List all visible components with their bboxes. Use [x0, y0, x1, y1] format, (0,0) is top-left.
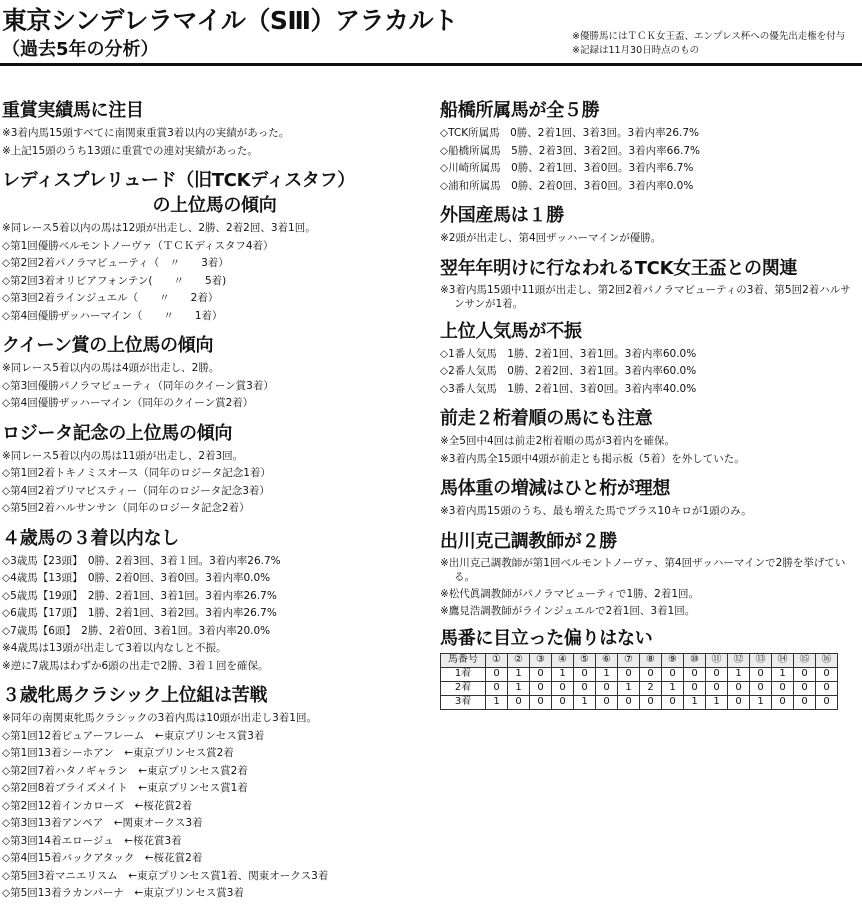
- table-header-cell: ②: [508, 653, 530, 667]
- text-line: ※4歳馬は13頭が出走して3着以内なしと不振。: [2, 642, 227, 654]
- table-cell: 0: [552, 681, 574, 695]
- text-line: ◇第3回2着ラインジュエル（ 〃 2着）: [2, 292, 219, 304]
- text-line: ◇3番人気馬 1勝、2着1回、3着0回。3着内率40.0%: [440, 382, 697, 395]
- text-line: ※3着内馬15頭中11頭が出走し、第2回2着パノラマビューティの3着、第5回2着ハルサンサンが1着。: [440, 283, 851, 310]
- table-header-cell: ⑫: [728, 653, 750, 667]
- text-line: ※出川克己調教師が第1回ベルモントノーヴァ、第4回ザッハーマインで2勝を挙げている。: [440, 556, 846, 583]
- section: [440, 408, 858, 468]
- text-line: ※同レース5着以内の馬は11頭が出走し、2着3回。: [2, 449, 244, 462]
- table-cell: 1: [662, 681, 684, 695]
- text-line: ※上記15頭のうち13頭に重賞での連対実績があった。: [2, 144, 258, 157]
- table-cell: 2: [640, 681, 662, 695]
- text-line: ※3着内馬15頭すべてに南関東重賞3着以内の実績があった。: [2, 127, 290, 139]
- table-header-cell: ⑦: [618, 653, 640, 667]
- text-line: ※全5回中4回は前走2桁着順の馬が3着内を確保。: [440, 435, 676, 447]
- text-line: ◇浦和所属馬 0勝、2着0回、3着0回。3着内率0.0%: [440, 179, 694, 192]
- text-line: ◇第3回優勝パノラマビューティ（同年のクイーン賞3着）: [2, 379, 274, 392]
- page-subtitle: （過去5年の分析）: [2, 39, 159, 60]
- section-heading: 前走２桁着順の馬にも注意: [440, 408, 653, 429]
- table-cell: 0: [596, 695, 618, 709]
- text-line: ◇第4回2着プリマビスティー（同年のロジータ記念3着）: [2, 484, 270, 497]
- table-header-cell: ⑤: [574, 653, 596, 667]
- table-cell: 0: [662, 667, 684, 681]
- section-heading: 馬体重の増減はひと桁が理想: [440, 478, 671, 499]
- text-line: ◇船橋所属馬 5勝、2着3回、3着2回。3着内率66.7%: [440, 144, 701, 157]
- text-line: ◇6歳馬【17頭】 1勝、2着1回、3着2回。3着内率26.7%: [2, 607, 277, 619]
- section: [440, 531, 858, 618]
- table-header-cell: ⑧: [640, 653, 662, 667]
- table-cell: 0: [640, 667, 662, 681]
- section: [2, 100, 427, 160]
- section: [2, 335, 427, 413]
- table-cell: 1: [596, 667, 618, 681]
- table-header-cell: ⑬: [750, 653, 772, 667]
- table-cell: 0: [662, 695, 684, 709]
- table-cell: 0: [486, 667, 508, 681]
- text-line: ※同レース5着以内の馬は4頭が出走し、2勝。: [2, 362, 220, 374]
- text-line: ◇川崎所属馬 0勝、2着1回、3着0回。3着内率6.7%: [440, 162, 694, 174]
- section: [2, 528, 427, 676]
- table-header-cell: ⑥: [596, 653, 618, 667]
- text-line: ◇第5回2着ハルサンサン（同年のロジータ記念2着）: [2, 502, 250, 514]
- text-line: ◇3歳馬【23頭】 0勝、2着3回、3着１回。3着内率26.7%: [2, 554, 281, 567]
- table-cell: 0: [552, 695, 574, 709]
- table-cell: 0: [530, 667, 552, 681]
- section: [2, 423, 427, 518]
- table-header-cell: ③: [530, 653, 552, 667]
- table-cell: 0: [794, 681, 816, 695]
- text-line: ◇第5回13着ラカンパーナ ←東京プリンセス賞3着: [2, 887, 244, 899]
- table-cell: 1: [772, 667, 794, 681]
- section-heading: 馬番に目立った偏りはない: [440, 627, 653, 649]
- table-cell: 0: [530, 695, 552, 709]
- table-row-label: 3着: [441, 695, 486, 709]
- table-header-cell: ⑯: [816, 653, 838, 667]
- table-row-label: 2着: [441, 681, 486, 695]
- gate-number-table: [440, 653, 838, 710]
- table-cell: 0: [684, 681, 706, 695]
- table-cell: 0: [750, 681, 772, 695]
- table-header-cell: ①: [486, 653, 508, 667]
- text-line: ◇第1回2着トキノミスオース（同年のロジータ記念1着）: [2, 467, 271, 479]
- table-row: [441, 695, 838, 709]
- section-heading: ロジータ記念の上位馬の傾向: [2, 422, 233, 444]
- table-row: [441, 667, 838, 681]
- text-line: ◇7歳馬【6頭】 2勝、2着0回、3着1回。3着内率20.0%: [2, 624, 271, 637]
- text-line: ◇第2回2着パノラマビューティ（ 〃 3着）: [2, 257, 229, 269]
- table-cell: 1: [552, 667, 574, 681]
- table-cell: 0: [706, 681, 728, 695]
- table-header-cell: ⑪: [706, 653, 728, 667]
- table-cell: 0: [596, 681, 618, 695]
- table-cell: 0: [794, 667, 816, 681]
- table-cell: 1: [706, 695, 728, 709]
- table-cell: 0: [816, 667, 838, 681]
- table-cell: 0: [794, 695, 816, 709]
- section-heading: 外国産馬は１勝: [440, 205, 564, 226]
- table-header-cell: ⑩: [684, 653, 706, 667]
- section: [440, 321, 858, 399]
- section-heading-cont: の上位馬の傾向: [152, 195, 277, 216]
- table-cell: 0: [486, 681, 508, 695]
- text-line: ◇第5回3着マニエリスム ←東京プリンセス賞1着、関東オークス3着: [2, 869, 329, 882]
- text-line: ◇5歳馬【19頭】 2勝、2着1回、3着1回。3着内率26.7%: [2, 589, 277, 602]
- text-line: ※3着内馬15頭のうち、最も増えた馬でプラス10キロが1頭のみ。: [440, 505, 752, 517]
- page-title: 東京シンデレラマイル（SⅢ）アラカルト: [2, 6, 458, 35]
- note-line: ※優勝馬にはＴＣＫ女王盃、エンプレス杯への優先出走権を付与: [572, 31, 846, 42]
- table-header-row: [441, 653, 838, 667]
- text-line: ◇第3回13着アンペア ←関東オークス3着: [2, 817, 203, 829]
- text-line: ※3着内馬全15頭中4頭が前走とも掲示板（5着）を外していた。: [440, 452, 745, 465]
- table-cell: 1: [574, 695, 596, 709]
- text-line: ◇第1回13着シーホアン ←東京プリンセス賞2着: [2, 747, 234, 759]
- text-line: ◇2番人気馬 0勝、2着2回、3着1回。3着内率60.0%: [440, 365, 697, 377]
- section-heading: ３歳牝馬クラシック上位組は苦戦: [2, 685, 268, 706]
- section-heading: 翌年年明けに行なわれるTCK女王盃との関連: [440, 257, 798, 279]
- text-line: ※松代眞調教師がパノラマビューティで1勝、2着1回。: [440, 587, 699, 600]
- table-cell: 1: [684, 695, 706, 709]
- table-row: [441, 681, 838, 695]
- table-cell: 0: [508, 695, 530, 709]
- table-header-cell: ④: [552, 653, 574, 667]
- section: [440, 258, 858, 311]
- left-column: [2, 100, 427, 913]
- table-cell: 0: [640, 695, 662, 709]
- table-cell: 0: [728, 695, 750, 709]
- header-notes: [572, 30, 845, 58]
- text-line: ※鷹見浩調教師がラインジュエルで2着1回、3着1回。: [440, 604, 696, 617]
- section: [440, 205, 858, 248]
- table-header-cell: 馬番号: [441, 653, 486, 667]
- table-cell: 1: [750, 695, 772, 709]
- section-heading: 重賞実績馬に注目: [2, 100, 144, 121]
- text-line: ◇第1回12着ピュアーフレーム ←東京プリンセス賞3着: [2, 729, 265, 742]
- section-heading: レディスプレリュード（旧TCKディスタフ）: [2, 170, 355, 191]
- section-heading: 出川克己調教師が２勝: [440, 530, 617, 552]
- table-header-cell: ⑨: [662, 653, 684, 667]
- section: [440, 478, 858, 521]
- section: [440, 628, 858, 710]
- table-cell: 0: [728, 681, 750, 695]
- header-divider: [0, 63, 862, 66]
- text-line: ※同年の南関東牝馬クラシックの3着内馬は10頭が出走し3着1回。: [2, 712, 317, 724]
- text-line: ◇TCK所属馬 0勝、2着1回、3着3回。3着内率26.7%: [440, 127, 700, 139]
- text-line: ◇1番人気馬 1勝、2着1回、3着1回。3着内率60.0%: [440, 347, 697, 360]
- table-cell: 0: [618, 667, 640, 681]
- table-cell: 1: [486, 695, 508, 709]
- table-cell: 1: [508, 681, 530, 695]
- table-header-cell: ⑮: [794, 653, 816, 667]
- section-heading: 上位人気馬が不振: [440, 320, 582, 342]
- text-line: ※2頭が出走し、第4回ザッハーマインが優勝。: [440, 232, 662, 244]
- table-row-label: 1着: [441, 667, 486, 681]
- section: [2, 170, 427, 325]
- table-cell: 0: [772, 681, 794, 695]
- table-cell: 0: [816, 695, 838, 709]
- text-line: ◇第4回優勝ザッハーマイン（ 〃 1着）: [2, 309, 223, 322]
- table-cell: 0: [574, 667, 596, 681]
- table-cell: 0: [750, 667, 772, 681]
- note-line: ※記録は11月30日時点のもの: [572, 45, 700, 56]
- table-cell: 0: [618, 695, 640, 709]
- text-line: ◇第3回14着エロージュ ←桜花賞3着: [2, 834, 182, 847]
- table-cell: 1: [508, 667, 530, 681]
- section-heading: ４歳馬の３着以内なし: [2, 527, 179, 549]
- section-heading: 船橋所属馬が全５勝: [440, 100, 600, 121]
- table-cell: 1: [618, 681, 640, 695]
- table-cell: 0: [772, 695, 794, 709]
- text-line: ※同レース5着以内の馬は12頭が出走し、2勝、2着2回、3着1回。: [2, 222, 316, 234]
- section: [440, 100, 858, 195]
- text-line: ※逆に7歳馬はわずか6頭の出走で2勝、3着１回を確保。: [2, 659, 269, 672]
- text-line: ◇第2回8着ブライズメイト ←東京プリンセス賞1着: [2, 782, 248, 794]
- table-cell: 0: [816, 681, 838, 695]
- right-column: [440, 100, 858, 720]
- table-header-cell: ⑭: [772, 653, 794, 667]
- text-line: ◇第2回3着オリビアフォンテン( 〃 5着): [2, 274, 227, 287]
- section: [2, 685, 427, 903]
- text-line: ◇第4回優勝ザッハーマイン（同年のクイーン賞2着）: [2, 397, 254, 409]
- text-line: ◇第1回優勝ベルモントノーヴァ（ＴＣＫディスタフ4着）: [2, 239, 274, 252]
- table-cell: 0: [574, 681, 596, 695]
- text-line: ◇第4回15着バックアタック ←桜花賞2着: [2, 852, 203, 864]
- text-line: ◇第2回7着ハタノギャラン ←東京プリンセス賞2着: [2, 764, 248, 777]
- table-cell: 0: [530, 681, 552, 695]
- text-line: ◇第2回12着インカローズ ←桜花賞2着: [2, 799, 193, 812]
- table-cell: 1: [728, 667, 750, 681]
- section-heading: クイーン賞の上位馬の傾向: [2, 335, 214, 356]
- table-cell: 0: [706, 667, 728, 681]
- text-line: ◇4歳馬【13頭】 0勝、2着0回、3着0回。3着内率0.0%: [2, 572, 271, 584]
- table-cell: 0: [684, 667, 706, 681]
